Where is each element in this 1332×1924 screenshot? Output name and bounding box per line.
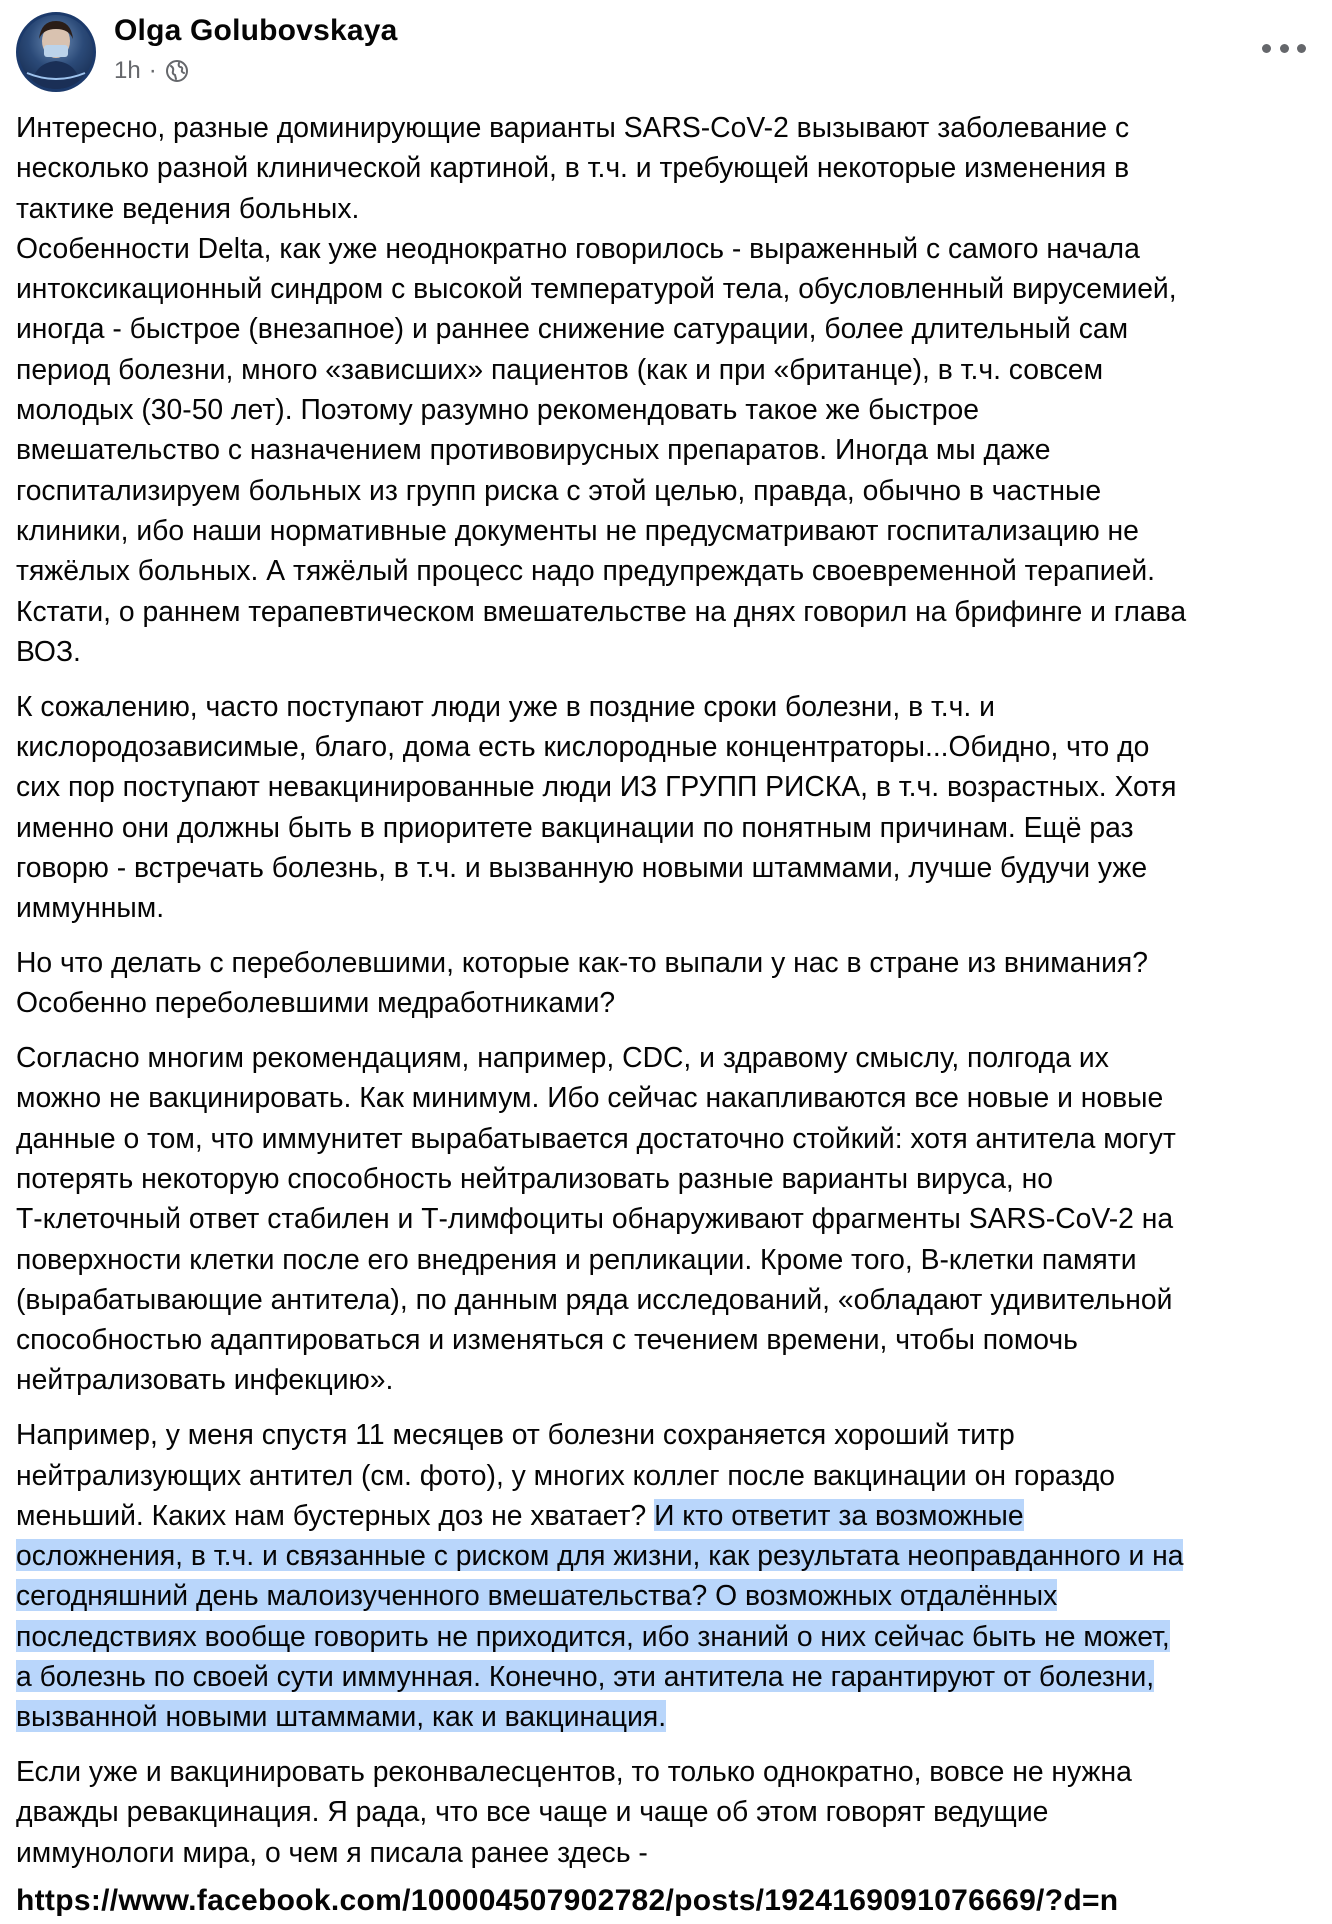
post-paragraph: Но что делать с переболевшими, которые как-то выпали у нас в стране из внимания? Особенно переболевшими медработниками? [16, 945, 1148, 1019]
post-paragraph: Согласно многим рекомендациям, например, CDC, и здравому смыслу, полгода их можно не вакцинировать. Как минимум. Ибо сейчас накапливаются все новые и новые данные о том, что иммунитет вырабатывается достаточно стойкий: хотя антитела могут потерять некоторую способность нейтрализовать разные варианты вируса, но Т-клеточный ответ стабилен и Т-лимфоциты обнаруживают фрагменты SARS-CoV-2 на поверхности клетки после его внедрения и репликации. Кроме того, В-клетки памяти (вырабатывающие антитела), по данным ряда исследований, «обладают удивительной способностью адаптироваться и изменяться с течением времени, чтобы помочь нейтрализовать инфекцию». [16, 1041, 1176, 1396]
post-time[interactable]: 1h [114, 57, 141, 84]
avatar-portrait-icon [19, 15, 93, 89]
post-link[interactable]: https://www.facebook.com/100004507902782/posts/1924169091076669/?d=n [16, 1884, 1119, 1917]
post-meta [114, 56, 189, 86]
paragraph-text: Например, у меня спустя 11 месяцев от болезни сохраняется хороший титр нейтрализующих антител (см. фото), у многих коллег после вакцинации он гораздо меньший. Каких нам бустерных доз не хватает? [16, 1418, 1116, 1531]
more-horizontal-icon [1262, 44, 1271, 53]
more-options-button[interactable] [1262, 30, 1306, 66]
post-paragraph: К сожалению, часто поступают люди уже в поздние сроки болезни, в т.ч. и кислородозависимые, благо, дома есть кислородные концентраторы...Обидно, что до сих пор поступают невакцинированные люди ИЗ ГРУПП РИСКА, в т.ч. возрастных. Хотя именно они должны быть в приоритете вакцинации по понятным причинам. Ещё раз говорю - встречать болезнь, в т.ч. и вызванную новыми штаммами, лучше будучи уже иммунным. [16, 689, 1177, 924]
globe-icon[interactable] [165, 59, 189, 83]
selected-text: И кто ответит за возможные осложнения, в т.ч. и связанные с риском для жизни, как результата неоправданного и на сегодняшний день малоизученного вмешательства? О возможных отдалённых последствиях вообще говорить не приходится, ибо знаний о них сейчас быть не может, а болезнь по своей сути иммунная. Конечно, эти антитела не гарантируют от болезни, вызванной новыми штаммами, как и вакцинация. [16, 1498, 1184, 1733]
avatar[interactable] [16, 12, 96, 92]
post-paragraph: Интересно, разные доминирующие варианты SARS-CoV-2 вызывают заболевание с несколько разной клинической картиной, в т.ч. и требующей некоторые изменения в тактике ведения больных. Особенности Delta, как уже неоднократно говорилось - выраженный с самого начала интоксикационный синдром с высокой температурой тела, обусловленный вирусемией, иногда - быстрое (внезапное) и раннее снижение сатурации, более длительный сам период болезни, много «зависших» пациентов (как и при «британце), в т.ч. совсем молодых (30-50 лет). Поэтому разумно рекомендовать такое же быстрое вмешательство с назначением противовирусных препаратов. Иногда мы даже госпитализируем больных из групп риска с этой целью, правда, обычно в частные клиники, ибо наши нормативные документы не предусматривают госпитализацию не тяжёлых больных. А тяжёлый процесс надо предупреждать своевременной терапией. Кстати, о раннем терапевтическом вмешательстве на днях говорил на брифинге и глава ВОЗ. [16, 111, 1187, 667]
post-body [16, 107, 1326, 1886]
meta-separator: · [148, 57, 157, 84]
post-paragraph [16, 1414, 1326, 1736]
author-name[interactable]: Olga Golubovskaya [114, 14, 398, 47]
post-paragraph: Если уже и вакцинировать реконвалесцентов, то только однократно, вовсе не нужна дважды ревакцинация. Я рада, что все чаще и чаще об этом говорят ведущие иммунологи мира, о чем я писала ранее здесь - [16, 1755, 1132, 1868]
post-header [0, 0, 1332, 100]
